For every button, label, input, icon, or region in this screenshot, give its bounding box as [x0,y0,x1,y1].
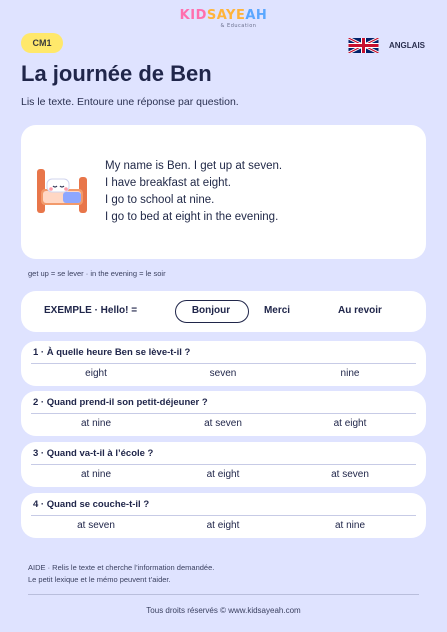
story-text [105,158,282,226]
logo-tagline: & Education [220,23,257,29]
story-line: I go to bed at eight in the evening. [105,211,279,223]
instruction-text: Lis le texte. Entoure une réponse par question. [21,96,239,108]
question-card-1 [21,341,426,386]
answer-option[interactable]: at eight [206,520,240,531]
answer-option[interactable]: eight [85,368,107,379]
uk-flag-icon [348,38,379,53]
divider [31,515,416,516]
answer-option[interactable]: at eight [333,418,367,429]
logo-part-1: KID [179,8,207,23]
example-option: Au revoir [338,305,382,316]
lexicon-note: get up = se lever · in the evening = le soir [28,269,166,278]
question-card-3 [21,442,426,487]
footer-divider [28,594,419,595]
example-option: Merci [263,305,291,316]
example-card [21,291,426,332]
bed-icon [33,161,91,219]
language-label: ANGLAIS [389,41,425,50]
answer-option[interactable]: at seven [77,520,115,531]
question-prompt: 2 · Quand prend-il son petit-déjeuner ? [33,397,208,408]
page-title: La journée de Ben [21,61,212,86]
grade-badge: CM1 [21,33,63,53]
question-card-4 [21,493,426,538]
answer-option[interactable]: seven [209,368,237,379]
brand-logo [0,8,447,29]
answer-option[interactable]: at eight [206,469,240,480]
story-line: I go to school at nine. [105,194,215,206]
example-option: Bonjour [191,305,231,316]
logo-part-3: AH [245,8,268,23]
answer-option[interactable]: at nine [80,418,112,429]
question-prompt: 3 · Quand va-t-il à l’école ? [33,448,154,459]
question-prompt: 4 · Quand se couche-t-il ? [33,499,150,510]
story-line: My name is Ben. I get up at seven. [105,160,283,172]
help-line: AIDE · Relis le texte et cherche l’information demandée. [28,563,215,572]
logo-part-2: SAYE [206,8,246,23]
divider [31,363,416,364]
divider [31,413,416,414]
answer-option[interactable]: at seven [331,469,369,480]
answer-option[interactable]: nine [340,368,360,379]
help-line: Le petit lexique et le mémo peuvent t’aider. [28,574,171,584]
question-card-2 [21,391,426,436]
answer-option[interactable]: at nine [80,469,112,480]
question-prompt: 1 · À quelle heure Ben se lève-t-il ? [33,347,191,358]
story-card [21,125,426,259]
footer-copyright: Tous droits réservés © www.kidsayeah.com [146,606,301,615]
answer-option[interactable]: at nine [334,520,366,531]
example-label: EXEMPLE · Hello! = [44,305,138,316]
story-line: I have breakfast at eight. [105,177,231,189]
divider [31,464,416,465]
help-note [28,562,214,585]
answer-option[interactable]: at seven [204,418,242,429]
